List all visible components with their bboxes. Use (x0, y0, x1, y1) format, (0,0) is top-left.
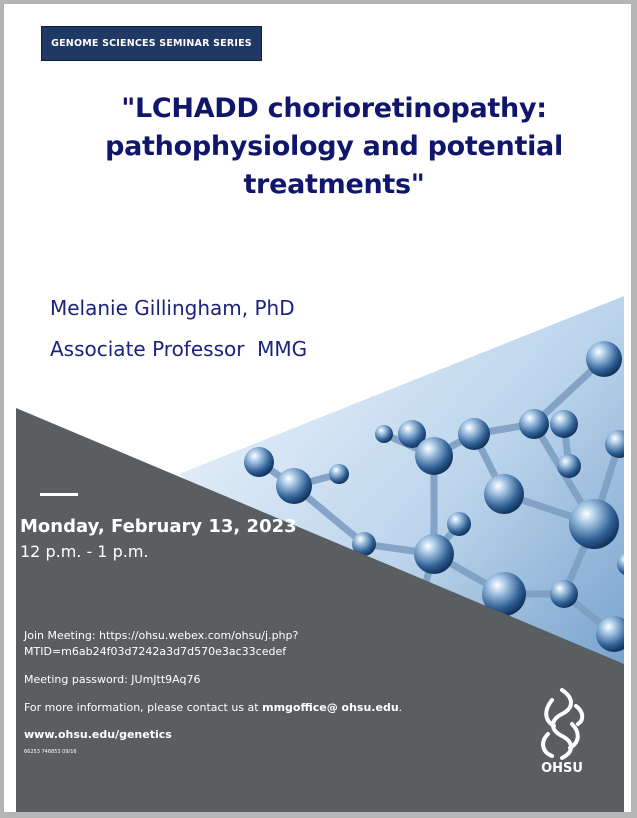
event-time: 12 p.m. - 1 p.m. (20, 542, 149, 561)
join-meeting-line-2[interactable]: MTID=m6ab24f03d7242a3d7d570e3ac33cedef (24, 645, 287, 658)
title-line-1: "LCHADD chorioretinopathy: (121, 93, 547, 124)
contact-email[interactable]: mmgoffice@ ohsu.edu (262, 701, 399, 714)
join-meeting (24, 628, 384, 660)
title-line-2: pathophysiology and potential (105, 131, 563, 162)
print-code: 66253 746853 09/16 (24, 749, 77, 755)
join-meeting-line-1[interactable]: Join Meeting: https://ohsu.webex.com/ohsu/j.php? (24, 629, 299, 642)
series-banner: GENOME SCIENCES SEMINAR SERIES (41, 26, 262, 61)
seminar-title (99, 90, 569, 204)
contact-suffix: . (398, 701, 403, 714)
contact-prefix: For more information, please contact us at (24, 701, 259, 714)
divider-dash (40, 493, 78, 496)
speaker-name: Melanie Gillingham, PhD (50, 296, 295, 320)
flyer-sheet (4, 4, 631, 812)
title-line-3: treatments" (243, 169, 425, 200)
event-date: Monday, February 13, 2023 (20, 516, 297, 537)
ohsu-logo-text: OHSU (541, 761, 583, 776)
meeting-password: Meeting password: JUmJtt9Aq76 (24, 673, 201, 686)
contact-info (24, 700, 444, 716)
website-link[interactable]: www.ohsu.edu/genetics (24, 728, 172, 741)
speaker-position: Associate Professor MMG (50, 337, 308, 361)
